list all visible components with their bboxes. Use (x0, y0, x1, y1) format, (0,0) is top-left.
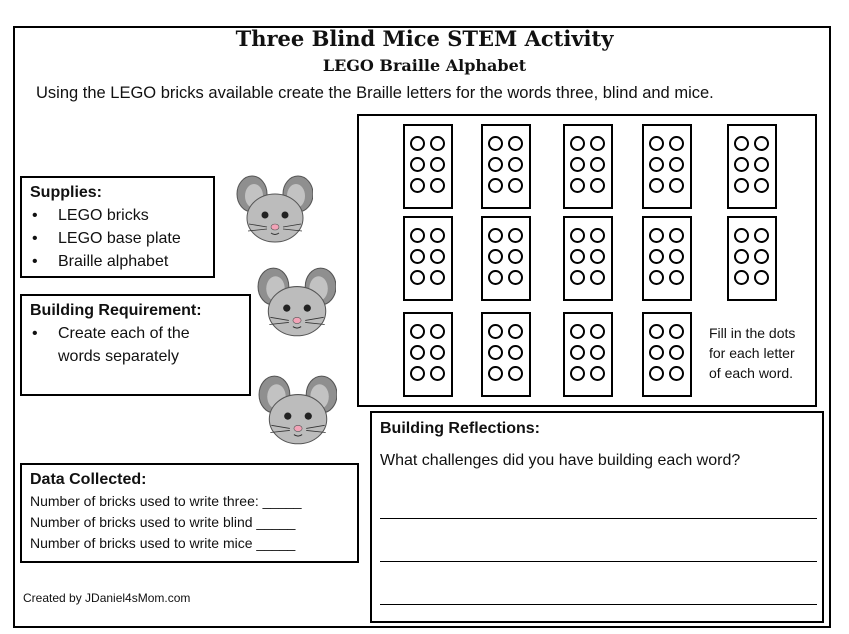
mouse-face-icon (235, 172, 313, 250)
braille-dot[interactable] (734, 249, 749, 264)
braille-dot[interactable] (754, 249, 769, 264)
braille-dot[interactable] (590, 228, 605, 243)
braille-dot[interactable] (570, 157, 585, 172)
braille-brick[interactable] (403, 124, 453, 209)
braille-dot[interactable] (508, 270, 523, 285)
braille-dot[interactable] (649, 345, 664, 360)
instructions-text: Using the LEGO bricks available create the Braille letters for the words three, blind and mice. (36, 84, 714, 102)
braille-dot[interactable] (410, 157, 425, 172)
braille-dot[interactable] (649, 136, 664, 151)
data-collected-box (20, 463, 359, 563)
braille-dot[interactable] (410, 249, 425, 264)
supplies-title: Supplies: (30, 184, 103, 201)
worksheet-title: Three Blind Mice STEM Activity (235, 26, 614, 51)
braille-dot[interactable] (669, 178, 684, 193)
supplies-item: • Braille alphabet (30, 250, 205, 273)
braille-dot[interactable] (430, 324, 445, 339)
braille-dot[interactable] (590, 366, 605, 381)
building-requirement-box (20, 294, 251, 396)
braille-dot[interactable] (488, 270, 503, 285)
braille-dot[interactable] (669, 366, 684, 381)
braille-dot[interactable] (410, 136, 425, 151)
braille-dot[interactable] (570, 136, 585, 151)
braille-dot[interactable] (649, 366, 664, 381)
braille-dot[interactable] (410, 366, 425, 381)
building-reflections-title: Building Reflections: (380, 420, 540, 437)
braille-dot[interactable] (649, 178, 664, 193)
braille-dot[interactable] (590, 270, 605, 285)
braille-dot[interactable] (488, 345, 503, 360)
braille-dot[interactable] (669, 249, 684, 264)
supplies-item: • LEGO bricks (30, 204, 205, 227)
braille-dot[interactable] (430, 136, 445, 151)
braille-dot[interactable] (508, 366, 523, 381)
braille-dot[interactable] (508, 157, 523, 172)
braille-dot[interactable] (734, 157, 749, 172)
braille-brick[interactable] (563, 312, 613, 397)
braille-dot[interactable] (669, 228, 684, 243)
braille-dot[interactable] (410, 270, 425, 285)
braille-dot[interactable] (669, 345, 684, 360)
fill-in-note-line: of each word. (709, 365, 794, 381)
answer-line[interactable] (380, 561, 817, 562)
braille-dot[interactable] (488, 324, 503, 339)
braille-dot[interactable] (570, 178, 585, 193)
data-collected-lines (30, 491, 349, 554)
building-requirement-list (30, 322, 241, 368)
braille-dot[interactable] (508, 324, 523, 339)
braille-dot[interactable] (570, 249, 585, 264)
braille-dot[interactable] (649, 157, 664, 172)
braille-dot[interactable] (590, 324, 605, 339)
braille-dot[interactable] (570, 270, 585, 285)
worksheet-subtitle: LEGO Braille Alphabet (322, 56, 527, 75)
braille-dot[interactable] (430, 366, 445, 381)
braille-dot[interactable] (669, 324, 684, 339)
braille-dot[interactable] (508, 249, 523, 264)
braille-dot[interactable] (508, 228, 523, 243)
braille-dot[interactable] (488, 249, 503, 264)
braille-dot[interactable] (430, 157, 445, 172)
braille-dot[interactable] (754, 157, 769, 172)
braille-dot[interactable] (430, 345, 445, 360)
braille-dot[interactable] (754, 136, 769, 151)
braille-dot[interactable] (410, 324, 425, 339)
braille-brick[interactable] (481, 216, 531, 301)
braille-dot[interactable] (669, 157, 684, 172)
braille-dot[interactable] (570, 324, 585, 339)
braille-dot[interactable] (754, 270, 769, 285)
fill-in-note-line: Fill in the dots (709, 325, 796, 341)
fill-in-note-line: for each letter (709, 345, 795, 361)
braille-dot[interactable] (410, 345, 425, 360)
fill-in-note (709, 323, 795, 383)
braille-dot[interactable] (410, 178, 425, 193)
braille-dot[interactable] (488, 157, 503, 172)
braille-dot[interactable] (734, 270, 749, 285)
braille-dot[interactable] (734, 136, 749, 151)
braille-dot[interactable] (410, 228, 425, 243)
reflection-question: What challenges did you have building each word? (380, 452, 741, 469)
building-requirement-title: Building Requirement: (30, 302, 202, 319)
braille-brick[interactable] (563, 216, 613, 301)
supplies-item: • LEGO base plate (30, 227, 205, 250)
braille-dot[interactable] (590, 136, 605, 151)
credit-text: Created by JDaniel4sMom.com (23, 591, 191, 605)
building-reflections-box (370, 411, 824, 623)
braille-dot[interactable] (649, 228, 664, 243)
braille-dot[interactable] (430, 249, 445, 264)
answer-line[interactable] (380, 518, 817, 519)
braille-dot[interactable] (669, 136, 684, 151)
braille-dot[interactable] (649, 270, 664, 285)
braille-brick[interactable] (481, 312, 531, 397)
braille-dot[interactable] (430, 178, 445, 193)
braille-dot[interactable] (488, 136, 503, 151)
data-collected-title: Data Collected: (30, 471, 147, 488)
braille-dot[interactable] (488, 178, 503, 193)
braille-dot[interactable] (570, 345, 585, 360)
answer-line[interactable] (380, 604, 817, 605)
braille-brick[interactable] (481, 124, 531, 209)
mouse-face-icon (256, 264, 336, 344)
braille-dot[interactable] (669, 270, 684, 285)
braille-dot[interactable] (590, 178, 605, 193)
braille-dot[interactable] (508, 345, 523, 360)
mouse-face-icon (257, 372, 337, 452)
braille-brick[interactable] (563, 124, 613, 209)
braille-brick[interactable] (642, 124, 692, 209)
supplies-box (20, 176, 215, 278)
braille-dot[interactable] (570, 366, 585, 381)
braille-dot[interactable] (649, 324, 664, 339)
braille-brick[interactable] (727, 124, 777, 209)
braille-dot[interactable] (590, 345, 605, 360)
building-requirement-item: • Create each of the words separately (30, 322, 208, 368)
data-line-mice: Number of bricks used to write mice _____ (30, 535, 296, 551)
braille-dot[interactable] (488, 228, 503, 243)
braille-dot[interactable] (430, 228, 445, 243)
braille-dot[interactable] (430, 270, 445, 285)
braille-dot[interactable] (508, 136, 523, 151)
braille-dot[interactable] (508, 178, 523, 193)
braille-dot[interactable] (590, 157, 605, 172)
braille-brick[interactable] (642, 216, 692, 301)
data-line-blind: Number of bricks used to write blind _____ (30, 514, 296, 530)
braille-brick[interactable] (403, 312, 453, 397)
braille-dot[interactable] (734, 178, 749, 193)
data-line-three: Number of bricks used to write three: _____ (30, 493, 302, 509)
braille-brick[interactable] (727, 216, 777, 301)
braille-dot[interactable] (570, 228, 585, 243)
braille-dot[interactable] (590, 249, 605, 264)
braille-brick[interactable] (403, 216, 453, 301)
braille-dot[interactable] (754, 178, 769, 193)
supplies-list (30, 204, 205, 273)
braille-dot[interactable] (754, 228, 769, 243)
braille-dot[interactable] (734, 228, 749, 243)
braille-dot[interactable] (649, 249, 664, 264)
braille-dot[interactable] (488, 366, 503, 381)
braille-brick[interactable] (642, 312, 692, 397)
